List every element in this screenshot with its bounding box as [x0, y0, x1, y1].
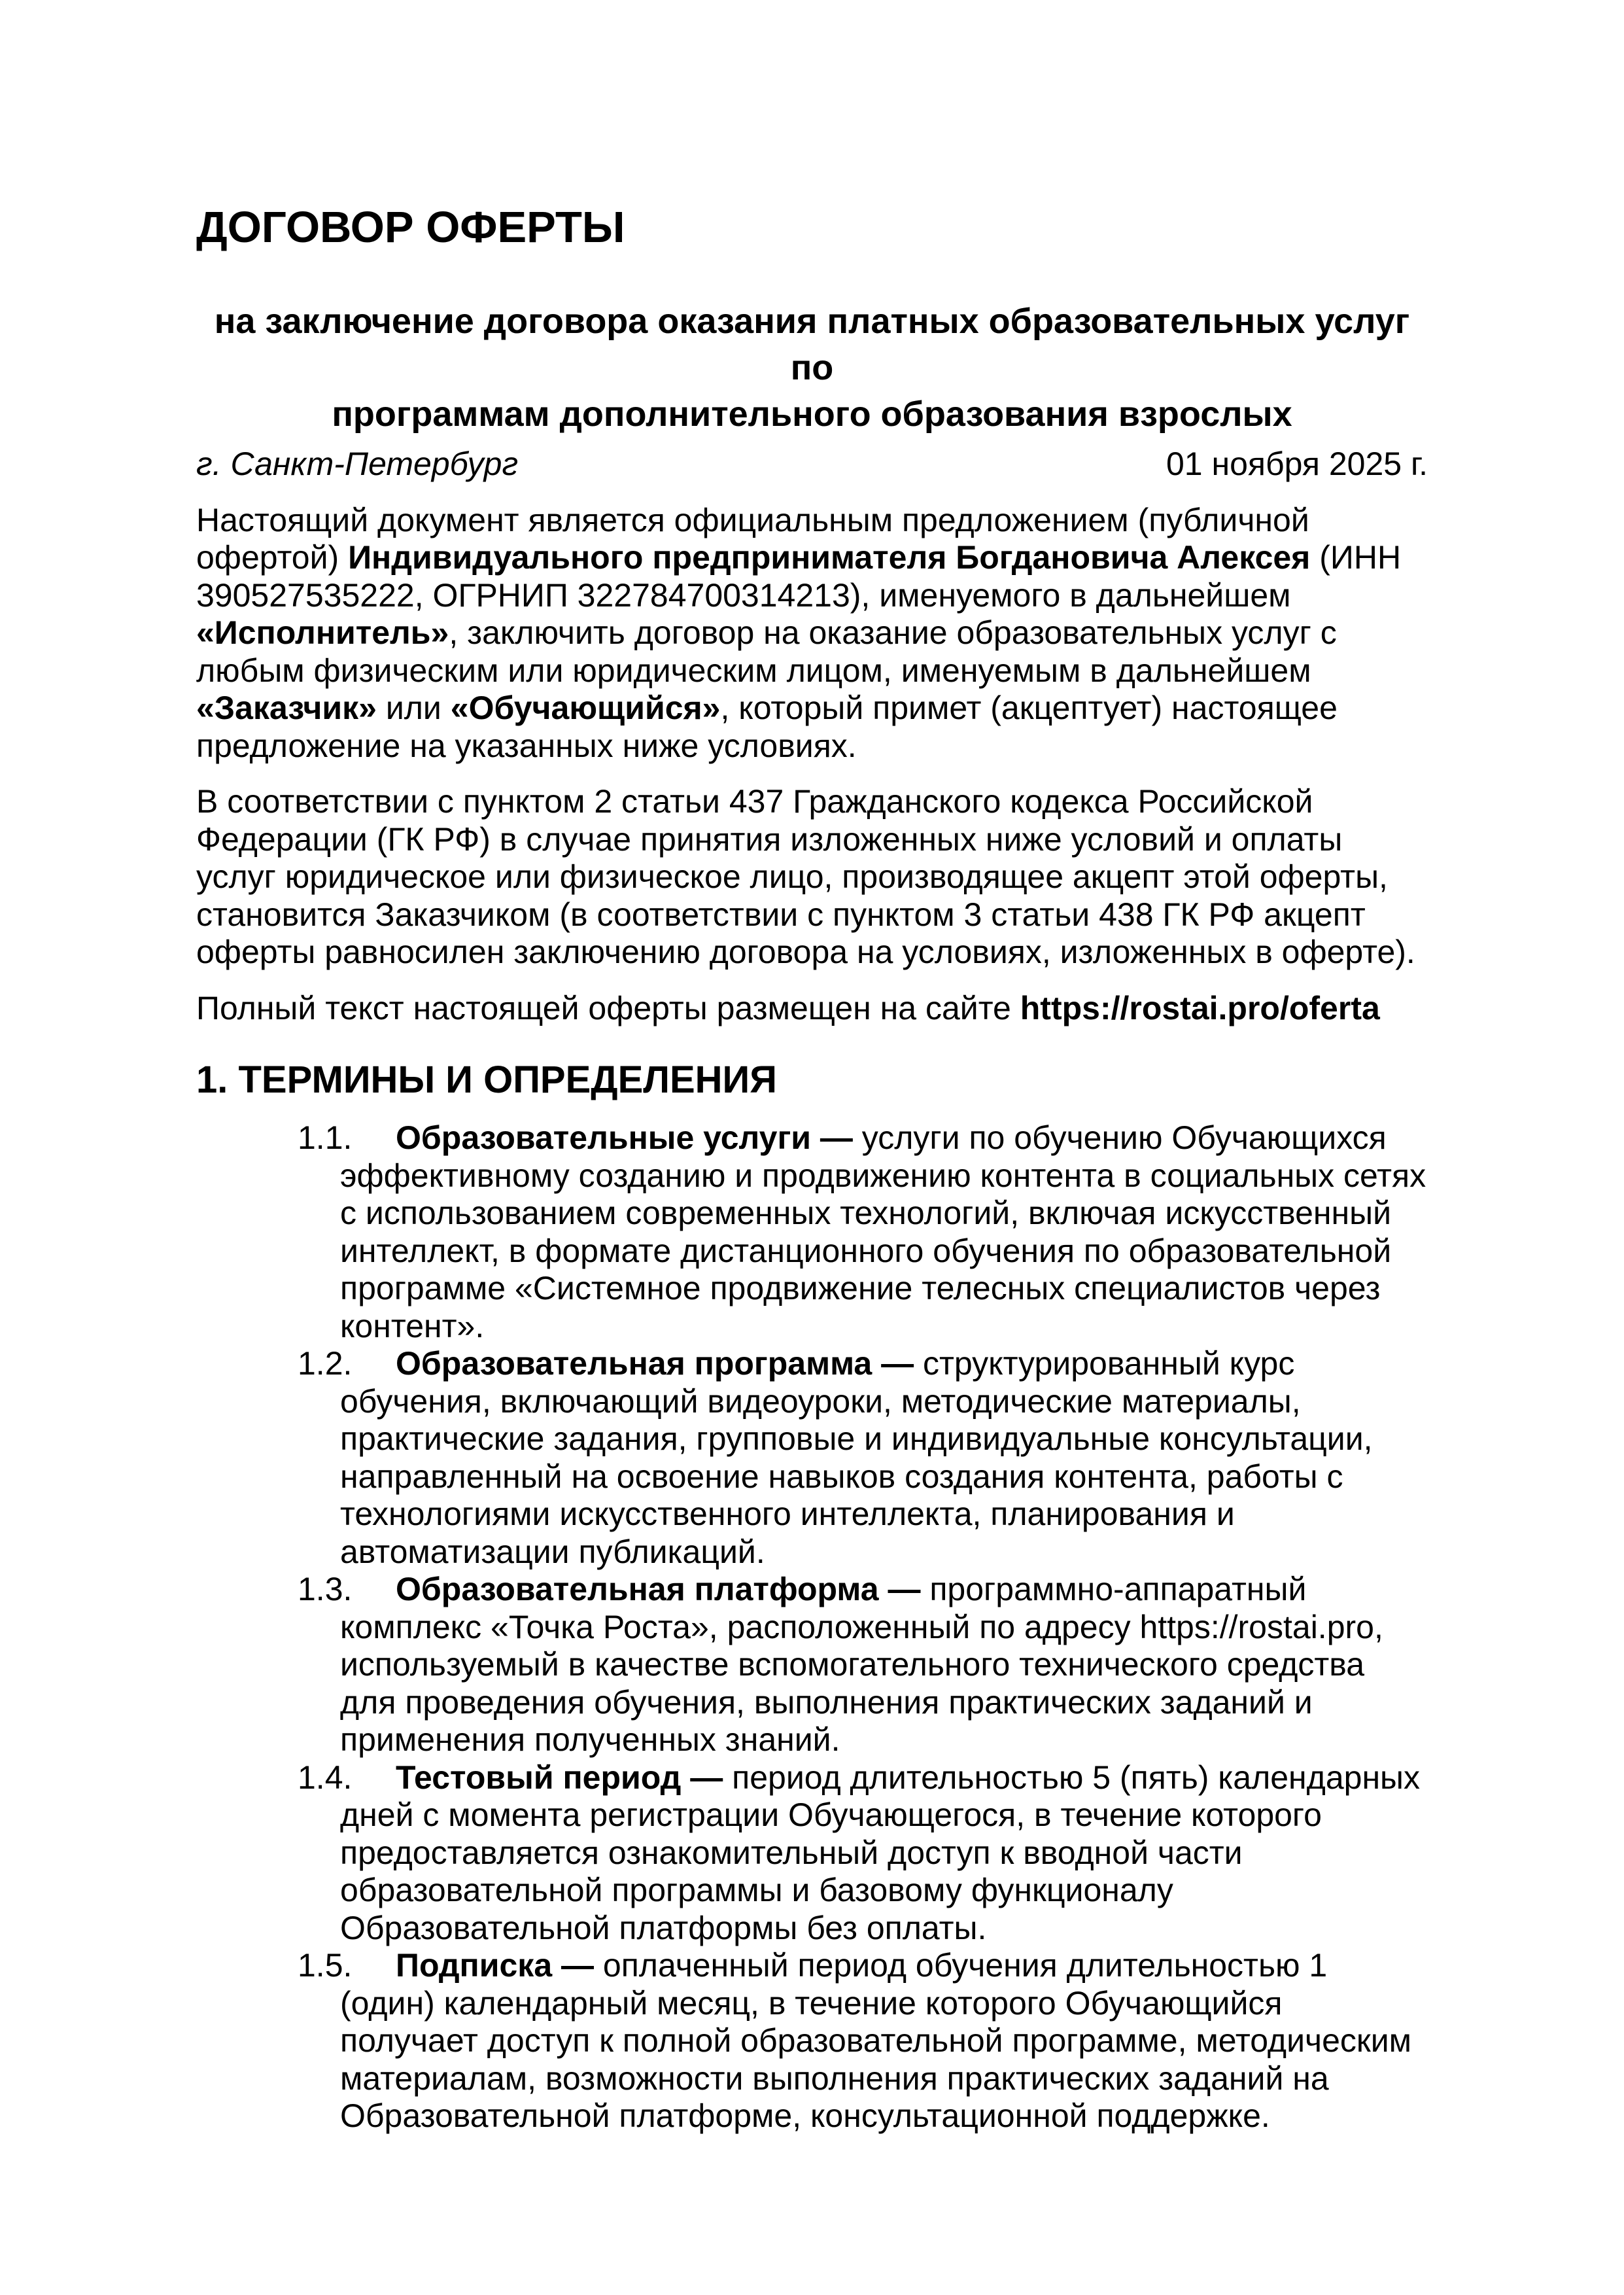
item-number: 1.5. — [298, 1947, 353, 1984]
offer-link-paragraph: Полный текст настоящей оферты размещен на сайте https://rostai.pro/oferta — [196, 989, 1380, 1026]
civil-code-paragraph: В соответствии с пунктом 2 статьи 437 Гражданского кодекса Российской Федерации (ГК РФ) в случае принятия изложенных ниже условий и оплаты услуг юридическое или физическое лицо, производящее акцепт этой оферты, становится Заказчиком (в соответствии с пунктом 3 статьи 438 ГК РФ акцепт оферты равносилен заключению договора на условиях, изложенных в оферте). — [196, 783, 1415, 970]
definitions-list — [196, 1119, 1428, 2135]
item-number: 1.3. — [298, 1571, 353, 1607]
document-subtitle — [196, 298, 1428, 438]
item-number: 1.4. — [298, 1759, 353, 1796]
item-number: 1.1. — [298, 1119, 353, 1156]
offer-intro-paragraph: Настоящий документ является официальным предложением (публичной офертой) Индивидуального предпринимателя Богдановича Алексея (ИНН 390527535222, ОГРНИП 322784700314213), именуемого в дальнейшем «Исполнитель», заключить договор на оказание образовательных услуг с любым физическим или юридическим лицом, именуемым в дальнейшем «Заказчик» или «Обучающийся», который примет (акцептует) настоящее предложение на указанных ниже условиях. — [196, 501, 1402, 764]
item-text: оплаченный период обучения длительностью 1 (один) календарный месяц, в течение которого Обучающийся получает доступ к полной образовательной программе, методическим материалам, возможности выполнения практических заданий на Образовательной платформе, консультационной поддержке. — [340, 1947, 1412, 2134]
definition-item-1-1 — [196, 1119, 1428, 1345]
item-text: услуги по обучению Обучающихся эффективному созданию и продвижению контента в социальных сетях с использованием современных технологий, включая искусственный интеллект, в формате дистанционного обучения по образовательной программе «Системное продвижение телесных специалистов через контент». — [340, 1119, 1426, 1344]
document-date: 01 ноября 2025 г. — [1166, 446, 1428, 482]
place-date-line — [196, 446, 1428, 483]
section-1-heading: 1. ТЕРМИНЫ И ОПРЕДЕЛЕНИЯ — [196, 1059, 777, 1101]
item-term: Образовательные услуги — — [396, 1119, 853, 1156]
definition-item-1-2 — [196, 1345, 1428, 1571]
document-place: г. Санкт-Петербург — [196, 446, 519, 482]
definition-item-1-3 — [196, 1571, 1428, 1759]
item-number: 1.2. — [298, 1345, 353, 1382]
definition-item-1-5 — [196, 1947, 1428, 2135]
document-subtitle-line-1: на заключение договора оказания платных образовательных услуг по — [214, 302, 1410, 387]
item-term: Подписка — — [396, 1947, 595, 1984]
item-term: Тестовый период — — [396, 1759, 723, 1796]
document-subtitle-line-2: программам дополнительного образования взрослых — [332, 394, 1292, 434]
item-text: структурированный курс обучения, включающий видеоуроки, методические материалы, практические задания, групповые и индивидуальные консультации, направленный на освоение навыков создания контента, работы с технологиями искусственного интеллекта, планирования и автоматизации публикаций. — [340, 1345, 1373, 1570]
document-title: ДОГОВОР ОФЕРТЫ — [196, 203, 625, 252]
item-term: Образовательная платформа — — [396, 1571, 921, 1607]
item-term: Образовательная программа — — [396, 1345, 914, 1382]
definition-item-1-4 — [196, 1759, 1428, 1948]
item-text: период длительностью 5 (пять) календарных дней с момента регистрации Обучающегося, в течение которого предоставляется ознакомительный доступ к вводной части образовательной программы и базовому функционалу Образовательной платформы без оплаты. — [340, 1759, 1420, 1946]
item-text: программно-аппаратный комплекс «Точка Роста», расположенный по адресу https://rostai.pro, используемый в качестве вспомогательного технического средства для проведения обучения, выполнения практических заданий и применения полученных знаний. — [340, 1571, 1383, 1758]
